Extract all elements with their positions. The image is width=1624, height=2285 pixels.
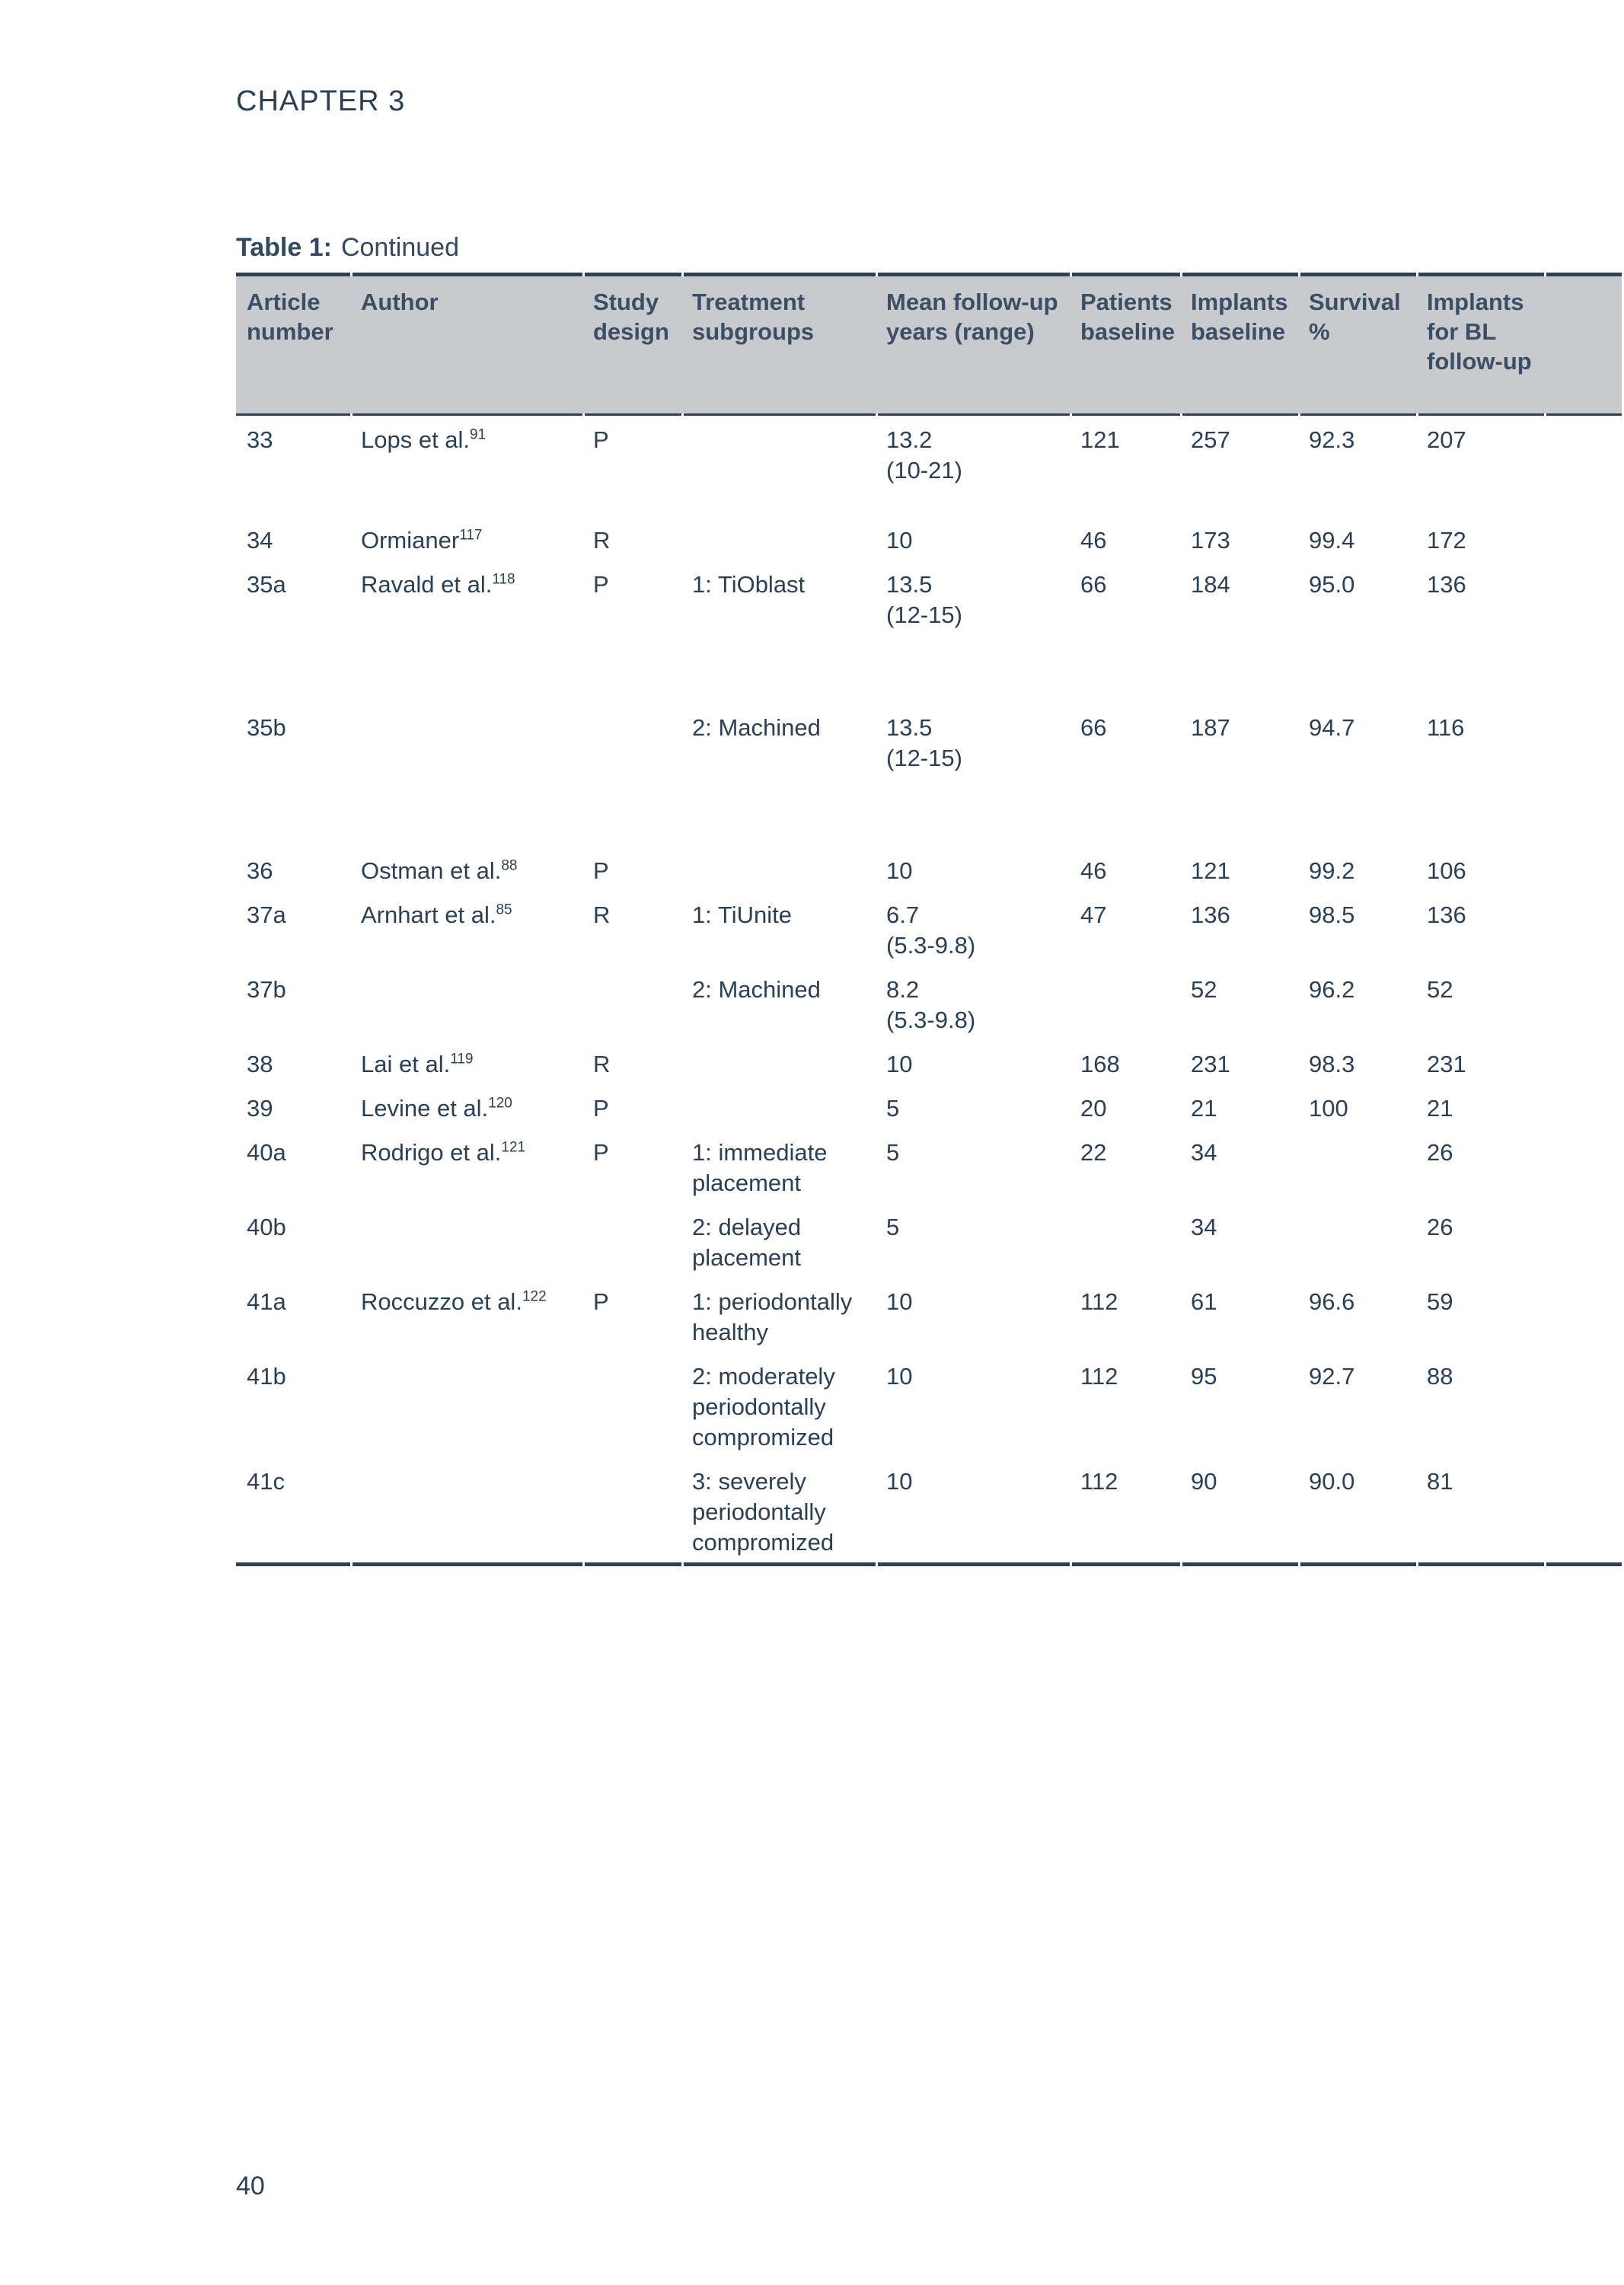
author-name: Lai et al.	[361, 1051, 451, 1077]
cell-author	[350, 1352, 582, 1457]
author-name: Ravald et al.	[361, 571, 493, 598]
cell-implants-baseline: 184	[1191, 571, 1230, 598]
cell-study-design: R	[593, 1051, 611, 1077]
cell-treatment-subgroup: 1: periodontally healthy	[692, 1288, 853, 1345]
cell-empty	[1544, 1084, 1622, 1128]
author-reference-number: 121	[501, 1139, 526, 1156]
author-reference-number: 120	[488, 1095, 512, 1112]
cell-implants-bl-follow-up: 136	[1427, 902, 1466, 928]
table-row	[236, 1084, 1622, 1128]
cell-empty	[1544, 965, 1622, 1040]
mean-follow-up-value: 10	[886, 527, 913, 554]
table-border-segment	[1070, 1562, 1180, 1566]
cell-article-number: 38	[247, 1051, 273, 1077]
follow-up-range: (12-15)	[886, 602, 962, 628]
cell-treatment-subgroup: 2: Machined	[692, 976, 821, 1003]
table-border-segment	[681, 1562, 876, 1566]
cell-patients-baseline: 20	[1080, 1095, 1107, 1122]
cell-study-design: R	[593, 902, 611, 928]
cell-implants-bl-follow-up: 81	[1427, 1468, 1453, 1495]
cell-article-number: 35b	[247, 714, 286, 741]
cell-mean-follow-up	[876, 847, 1070, 891]
cell-implants-bl-follow-up: 172	[1427, 527, 1466, 554]
cell-author	[350, 1457, 582, 1562]
cell-mean-follow-up	[876, 560, 1070, 704]
cell-mean-follow-up	[876, 1278, 1070, 1352]
cell-implants-bl-follow-up: 231	[1427, 1051, 1466, 1077]
cell-article-number: 40b	[247, 1214, 286, 1240]
cell-treatment-subgroup: 2: Machined	[692, 714, 821, 741]
cell-study-design: P	[593, 571, 609, 598]
author-reference-number: 122	[522, 1288, 547, 1305]
cell-implants-baseline: 34	[1191, 1214, 1217, 1240]
cell-patients-baseline: 66	[1080, 714, 1107, 741]
cell-implants-bl-follow-up: 106	[1427, 857, 1466, 884]
cell-implants-baseline: 90	[1191, 1468, 1217, 1495]
cell-implants-bl-follow-up: 88	[1427, 1363, 1453, 1390]
cell-article-number: 41c	[247, 1468, 285, 1495]
cell-implants-bl-follow-up: 21	[1427, 1095, 1453, 1122]
cell-study-design: P	[593, 426, 609, 453]
mean-follow-up-value: 8.2	[886, 976, 920, 1003]
table-border-segment	[1180, 1562, 1298, 1566]
cell-study-design	[582, 965, 681, 1040]
table-header-row	[236, 276, 1622, 413]
cell-survival-percent: 98.5	[1309, 902, 1355, 928]
column-header: Author	[350, 276, 582, 413]
cell-survival-percent: 95.0	[1309, 571, 1355, 598]
column-header-empty	[1544, 276, 1622, 413]
cell-study-design	[582, 704, 681, 847]
column-header: Implants for BL follow-up	[1416, 276, 1544, 413]
author-reference-number: 91	[470, 426, 487, 443]
cell-implants-baseline: 187	[1191, 714, 1230, 741]
cell-treatment-subgroup: 1: TiOblast	[692, 571, 806, 598]
table-row	[236, 891, 1622, 965]
cell-mean-follow-up	[876, 1128, 1070, 1203]
author-reference-number: 118	[492, 571, 515, 588]
mean-follow-up-value: 13.5	[886, 571, 933, 598]
cell-article-number: 35a	[247, 571, 286, 598]
cell-article-number: 41b	[247, 1363, 286, 1390]
cell-article-number: 33	[247, 426, 273, 453]
cell-author	[350, 1278, 582, 1352]
cell-author	[350, 560, 582, 704]
mean-follow-up-value: 5	[886, 1095, 900, 1122]
cell-survival-percent: 100	[1309, 1095, 1348, 1122]
cell-survival-percent: 94.7	[1309, 714, 1355, 741]
column-header: Implants baseline	[1180, 276, 1298, 413]
cell-implants-baseline: 21	[1191, 1095, 1217, 1122]
cell-patients-baseline: 46	[1080, 527, 1107, 554]
author-name: Lops et al.	[361, 426, 471, 453]
table-row	[236, 1040, 1622, 1084]
cell-mean-follow-up	[876, 1352, 1070, 1457]
table-border-segment	[350, 1562, 582, 1566]
table-row	[236, 1128, 1622, 1203]
cell-patients-baseline	[1070, 1203, 1180, 1278]
cell-empty	[1544, 704, 1622, 847]
cell-empty	[1544, 891, 1622, 965]
cell-study-design: P	[593, 857, 609, 884]
cell-treatment-subgroup: 3: severely periodontally compromized	[692, 1468, 834, 1556]
table-caption	[236, 233, 459, 263]
cell-implants-baseline: 257	[1191, 426, 1230, 453]
mean-follow-up-value: 6.7	[886, 902, 920, 928]
cell-survival-percent: 96.6	[1309, 1288, 1355, 1315]
column-header: Mean follow-up years (range)	[876, 276, 1070, 413]
cell-empty	[1544, 1203, 1622, 1278]
cell-treatment-subgroup: 2: delayed placement	[692, 1214, 802, 1271]
cell-survival-percent: 92.7	[1309, 1363, 1355, 1390]
cell-patients-baseline	[1070, 965, 1180, 1040]
table-border-segment	[236, 1562, 350, 1566]
table-row	[236, 1203, 1622, 1278]
follow-up-range: (12-15)	[886, 745, 962, 771]
table-row	[236, 560, 1622, 704]
cell-treatment-subgroup	[681, 1040, 876, 1084]
mean-follow-up-value: 5	[886, 1214, 900, 1240]
table-row	[236, 1352, 1622, 1457]
cell-author	[350, 416, 582, 516]
cell-author	[350, 1040, 582, 1084]
cell-study-design: R	[593, 527, 611, 554]
column-header: Patients baseline	[1070, 276, 1180, 413]
cell-study-design	[582, 1203, 681, 1278]
cell-survival-percent: 90.0	[1309, 1468, 1355, 1495]
follow-up-range: (5.3-9.8)	[886, 1007, 976, 1033]
cell-implants-bl-follow-up: 207	[1427, 426, 1466, 453]
cell-empty	[1544, 847, 1622, 891]
cell-author	[350, 1203, 582, 1278]
results-table	[236, 273, 1622, 1566]
cell-survival-percent: 99.4	[1309, 527, 1355, 554]
cell-empty	[1544, 1352, 1622, 1457]
cell-study-design	[582, 1352, 681, 1457]
chapter-heading: CHAPTER 3	[236, 85, 406, 117]
cell-patients-baseline: 112	[1080, 1363, 1118, 1390]
cell-patients-baseline: 46	[1080, 857, 1107, 884]
table-border-segment	[876, 1562, 1070, 1566]
cell-survival-percent: 98.3	[1309, 1051, 1355, 1077]
author-name: Ormianer	[361, 527, 460, 554]
author-name: Roccuzzo et al.	[361, 1288, 522, 1315]
author-name: Levine et al.	[361, 1095, 489, 1122]
cell-mean-follow-up	[876, 1084, 1070, 1128]
mean-follow-up-value: 5	[886, 1139, 900, 1166]
cell-implants-baseline: 136	[1191, 902, 1230, 928]
cell-article-number: 39	[247, 1095, 273, 1122]
cell-article-number: 37b	[247, 976, 286, 1003]
cell-author	[350, 1128, 582, 1203]
cell-implants-baseline: 61	[1191, 1288, 1217, 1315]
cell-mean-follow-up	[876, 1203, 1070, 1278]
cell-author	[350, 1084, 582, 1128]
mean-follow-up-value: 10	[886, 1468, 913, 1495]
mean-follow-up-value: 10	[886, 1051, 913, 1077]
mean-follow-up-value: 10	[886, 1288, 913, 1315]
table-border-segment	[1544, 1562, 1622, 1566]
cell-empty	[1544, 1278, 1622, 1352]
column-header: Study design	[582, 276, 681, 413]
cell-implants-bl-follow-up: 52	[1427, 976, 1453, 1003]
cell-treatment-subgroup: 2: moderately periodontally compromized	[692, 1363, 835, 1450]
cell-author	[350, 704, 582, 847]
cell-patients-baseline: 121	[1080, 426, 1120, 453]
cell-implants-baseline: 121	[1191, 857, 1230, 884]
cell-article-number: 37a	[247, 902, 286, 928]
cell-treatment-subgroup: 1: TiUnite	[692, 902, 792, 928]
table-border-segment	[1416, 1562, 1544, 1566]
table-row	[236, 1457, 1622, 1562]
author-reference-number: 119	[450, 1051, 474, 1068]
cell-author	[350, 891, 582, 965]
table-caption-text: Continued	[340, 233, 459, 262]
cell-survival-percent: 99.2	[1309, 857, 1355, 884]
cell-empty	[1544, 1128, 1622, 1203]
cell-survival-percent: 92.3	[1309, 426, 1355, 453]
cell-study-design: P	[593, 1139, 609, 1166]
cell-implants-bl-follow-up: 26	[1427, 1214, 1453, 1240]
cell-mean-follow-up	[876, 1040, 1070, 1084]
cell-study-design: P	[593, 1095, 609, 1122]
table-border-segment	[582, 1562, 681, 1566]
table-row	[236, 416, 1622, 516]
cell-treatment-subgroup	[681, 516, 876, 560]
cell-treatment-subgroup	[681, 1084, 876, 1128]
author-reference-number: 117	[459, 527, 483, 544]
cell-implants-baseline: 231	[1191, 1051, 1230, 1077]
cell-article-number: 34	[247, 527, 273, 554]
cell-survival-percent	[1298, 1203, 1416, 1278]
cell-empty	[1544, 416, 1622, 516]
author-name: Arnhart et al.	[361, 902, 496, 928]
author-reference-number: 88	[501, 857, 518, 874]
cell-study-design: P	[593, 1288, 609, 1315]
author-name: Rodrigo et al.	[361, 1139, 502, 1166]
table-row	[236, 965, 1622, 1040]
cell-patients-baseline: 112	[1080, 1288, 1118, 1315]
table-caption-label: Table 1:	[236, 233, 332, 262]
cell-patients-baseline: 22	[1080, 1139, 1107, 1166]
cell-treatment-subgroup	[681, 847, 876, 891]
cell-author	[350, 965, 582, 1040]
cell-article-number: 36	[247, 857, 273, 884]
table-row	[236, 704, 1622, 847]
cell-implants-baseline: 34	[1191, 1139, 1217, 1166]
cell-implants-baseline: 173	[1191, 527, 1230, 554]
cell-patients-baseline: 47	[1080, 902, 1107, 928]
mean-follow-up-value: 13.5	[886, 714, 933, 741]
cell-mean-follow-up	[876, 965, 1070, 1040]
cell-mean-follow-up	[876, 704, 1070, 847]
page-number: 40	[236, 2172, 265, 2200]
cell-implants-bl-follow-up: 26	[1427, 1139, 1453, 1166]
cell-implants-baseline: 95	[1191, 1363, 1217, 1390]
cell-empty	[1544, 516, 1622, 560]
cell-survival-percent	[1298, 1128, 1416, 1203]
cell-implants-bl-follow-up: 136	[1427, 571, 1466, 598]
cell-author	[350, 847, 582, 891]
cell-article-number: 40a	[247, 1139, 286, 1166]
cell-mean-follow-up	[876, 1457, 1070, 1562]
mean-follow-up-value: 10	[886, 1363, 913, 1390]
table-bottom-border	[236, 1562, 1622, 1566]
cell-article-number: 41a	[247, 1288, 286, 1315]
cell-empty	[1544, 1457, 1622, 1562]
table-row	[236, 847, 1622, 891]
mean-follow-up-value: 10	[886, 857, 913, 884]
table-border-segment	[1298, 1562, 1416, 1566]
cell-implants-bl-follow-up: 116	[1427, 714, 1465, 741]
cell-patients-baseline: 66	[1080, 571, 1107, 598]
column-header: Treatment subgroups	[681, 276, 876, 413]
cell-implants-baseline: 52	[1191, 976, 1217, 1003]
author-name: Ostman et al.	[361, 857, 502, 884]
column-header: Article number	[236, 276, 350, 413]
cell-survival-percent: 96.2	[1309, 976, 1355, 1003]
follow-up-range: (5.3-9.8)	[886, 932, 976, 959]
author-reference-number: 85	[496, 902, 512, 918]
cell-mean-follow-up	[876, 416, 1070, 516]
table-row	[236, 516, 1622, 560]
cell-study-design	[582, 1457, 681, 1562]
cell-patients-baseline: 168	[1080, 1051, 1120, 1077]
cell-implants-bl-follow-up: 59	[1427, 1288, 1453, 1315]
cell-treatment-subgroup: 1: immediate placement	[692, 1139, 828, 1196]
table-row	[236, 1278, 1622, 1352]
cell-mean-follow-up	[876, 516, 1070, 560]
cell-empty	[1544, 560, 1622, 704]
cell-patients-baseline: 112	[1080, 1468, 1118, 1495]
column-header: Survival %	[1298, 276, 1416, 413]
cell-mean-follow-up	[876, 891, 1070, 965]
cell-empty	[1544, 1040, 1622, 1084]
cell-treatment-subgroup	[681, 416, 876, 516]
mean-follow-up-value: 13.2	[886, 426, 933, 453]
follow-up-range: (10-21)	[886, 457, 962, 483]
cell-author	[350, 516, 582, 560]
